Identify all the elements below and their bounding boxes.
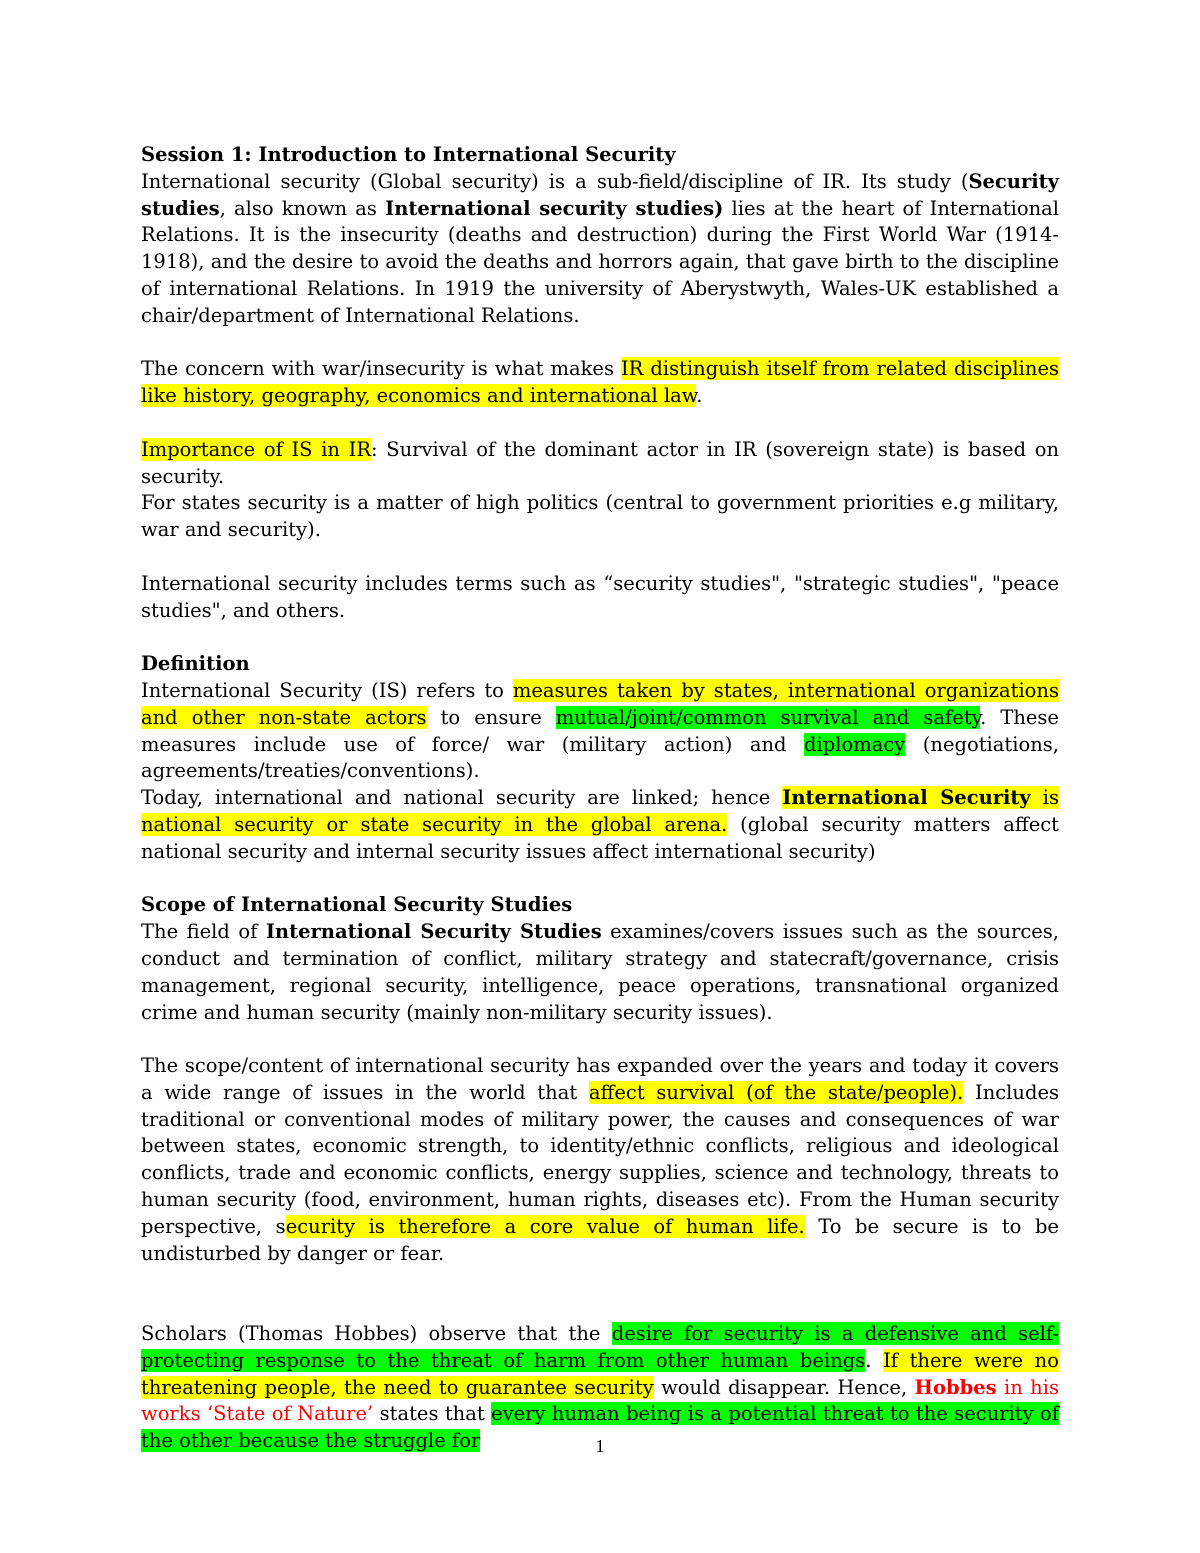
paragraph-high-politics <box>141 490 1059 544</box>
bold-text: International Security Studies <box>265 920 602 944</box>
paragraph-linked-security <box>141 785 1059 865</box>
text-run: The concern with war/insecurity is what makes <box>141 357 621 381</box>
text-run: International Security (IS) refers to <box>141 678 513 702</box>
highlighted-text: IR distinguish itself from related disciplines like history, geography, economics and international law <box>141 357 1059 408</box>
text-run: To be secure is to be undisturbed by danger or fear. <box>141 1214 1059 1265</box>
highlighted-text: International Security <box>782 786 1031 810</box>
text-run: would disappear. Hence, <box>653 1375 915 1399</box>
spacer <box>141 624 1059 651</box>
definition-heading: Definition <box>141 652 250 676</box>
highlighted-text: measures taken by states, international organizations and other non-state actors <box>141 678 1059 729</box>
spacer <box>141 1026 1059 1053</box>
text-run: Scholars (Thomas Hobbes) observe that the <box>141 1322 612 1346</box>
bold-text: International security studies) <box>385 196 724 220</box>
bold-text: Security studies <box>141 169 1059 220</box>
text-run: . <box>696 384 703 408</box>
text-run: , also known as <box>219 196 386 220</box>
text-run: Includes traditional or conventional modes of military power, the causes and consequences of war between states, economic strength, to identity/ethnic conflicts, religious and ideological conflicts, trade and economic conflicts, energy supplies, science and technology, threats to human security (food, environment, human rights, diseases etc). From the Human security perspective, s <box>141 1080 1060 1238</box>
scope-heading: Scope of International Security Studies <box>141 893 573 917</box>
document-page <box>141 142 1059 1455</box>
paragraph-importance <box>141 437 1059 491</box>
spacer <box>141 866 1059 893</box>
paragraph-concern <box>141 356 1059 410</box>
bold-text: Hobbes <box>914 1375 997 1399</box>
text-run: International security (Global security) is a sub-field/discipline of IR. Its study ( <box>141 169 969 193</box>
highlighted-text: If there were no threatening people, the need to guarantee security <box>141 1348 1059 1399</box>
highlighted-text: affect survival (of the state/people). <box>588 1080 964 1104</box>
spacer <box>141 410 1059 437</box>
session-title: Session 1: Introduction to International Security <box>141 143 676 166</box>
spacer <box>141 330 1059 357</box>
text-run: . These measures include use of force/ war (military action) and <box>141 705 1059 756</box>
highlighted-text: is national security or state security in the global arena. <box>141 786 1059 836</box>
text-run: International security includes terms such as “security studies", "strategic studies", "peace studies", and others. <box>141 571 1059 622</box>
paragraph-hobbes <box>141 1321 1059 1455</box>
highlighted-text: ecurity is therefore a core value of human life. <box>285 1214 805 1238</box>
text-run: : Survival of the dominant actor in IR (sovereign state) is based on security. <box>141 437 1059 488</box>
text-run: (global security matters affect national security and internal security issues affect international security) <box>141 812 1059 863</box>
text-run: Today, international and national security are linked; hence <box>141 786 783 810</box>
text-run: For states security is a matter of high politics (central to government priorities e.g military, war and security). <box>141 491 1059 542</box>
spacer <box>141 544 1059 571</box>
text-run: The scope/content of international security has expanded over the years and today it covers a wide range of issues in the world that <box>141 1054 1059 1104</box>
highlighted-text: mutual/joint/common survival and safety <box>555 705 981 729</box>
highlighted-text: every human being is a potential threat to the security of the other because the struggle for <box>141 1402 1059 1453</box>
text-run: to ensure <box>426 705 556 729</box>
text-run: The field of <box>141 920 266 944</box>
text-run: examines/covers issues such as the sources, conduct and termination of conflict, military strategy and statecraft/governance, crisis management, regional security, intelligence, peace operations, transnational organized crime and human security (mainly non-military security issues). <box>141 920 1059 1024</box>
page-number: 1 <box>595 1436 605 1456</box>
highlighted-text: Importance of IS in IR <box>141 437 372 461</box>
highlighted-text: desire for security is a defensive and self-protecting response to the threat of harm from other human beings <box>141 1322 1059 1372</box>
paragraph-terms <box>141 571 1059 625</box>
spacer <box>141 1267 1059 1321</box>
text-run: lies at the heart of International Relations. It is the insecurity (deaths and destruction) during the First World War (1914-1918), and the desire to avoid the deaths and horrors again, that gave birth to the discipline of international Relations. In 1919 the university of Aberystwyth, Wales-UK established a chair/department of International Relations. <box>141 196 1060 327</box>
paragraph-intro <box>141 169 1059 330</box>
paragraph-scope-field <box>141 919 1059 1026</box>
paragraph-definition <box>141 678 1059 785</box>
paragraph-scope-content <box>141 1053 1059 1267</box>
text-run: states that <box>373 1402 492 1426</box>
text-run: . <box>865 1348 884 1372</box>
text-run: in his works ‘State of Nature’ <box>141 1375 1059 1426</box>
text-run: (negotiations, agreements/treaties/conventions). <box>141 732 1059 783</box>
highlighted-text: diplomacy <box>804 732 906 756</box>
